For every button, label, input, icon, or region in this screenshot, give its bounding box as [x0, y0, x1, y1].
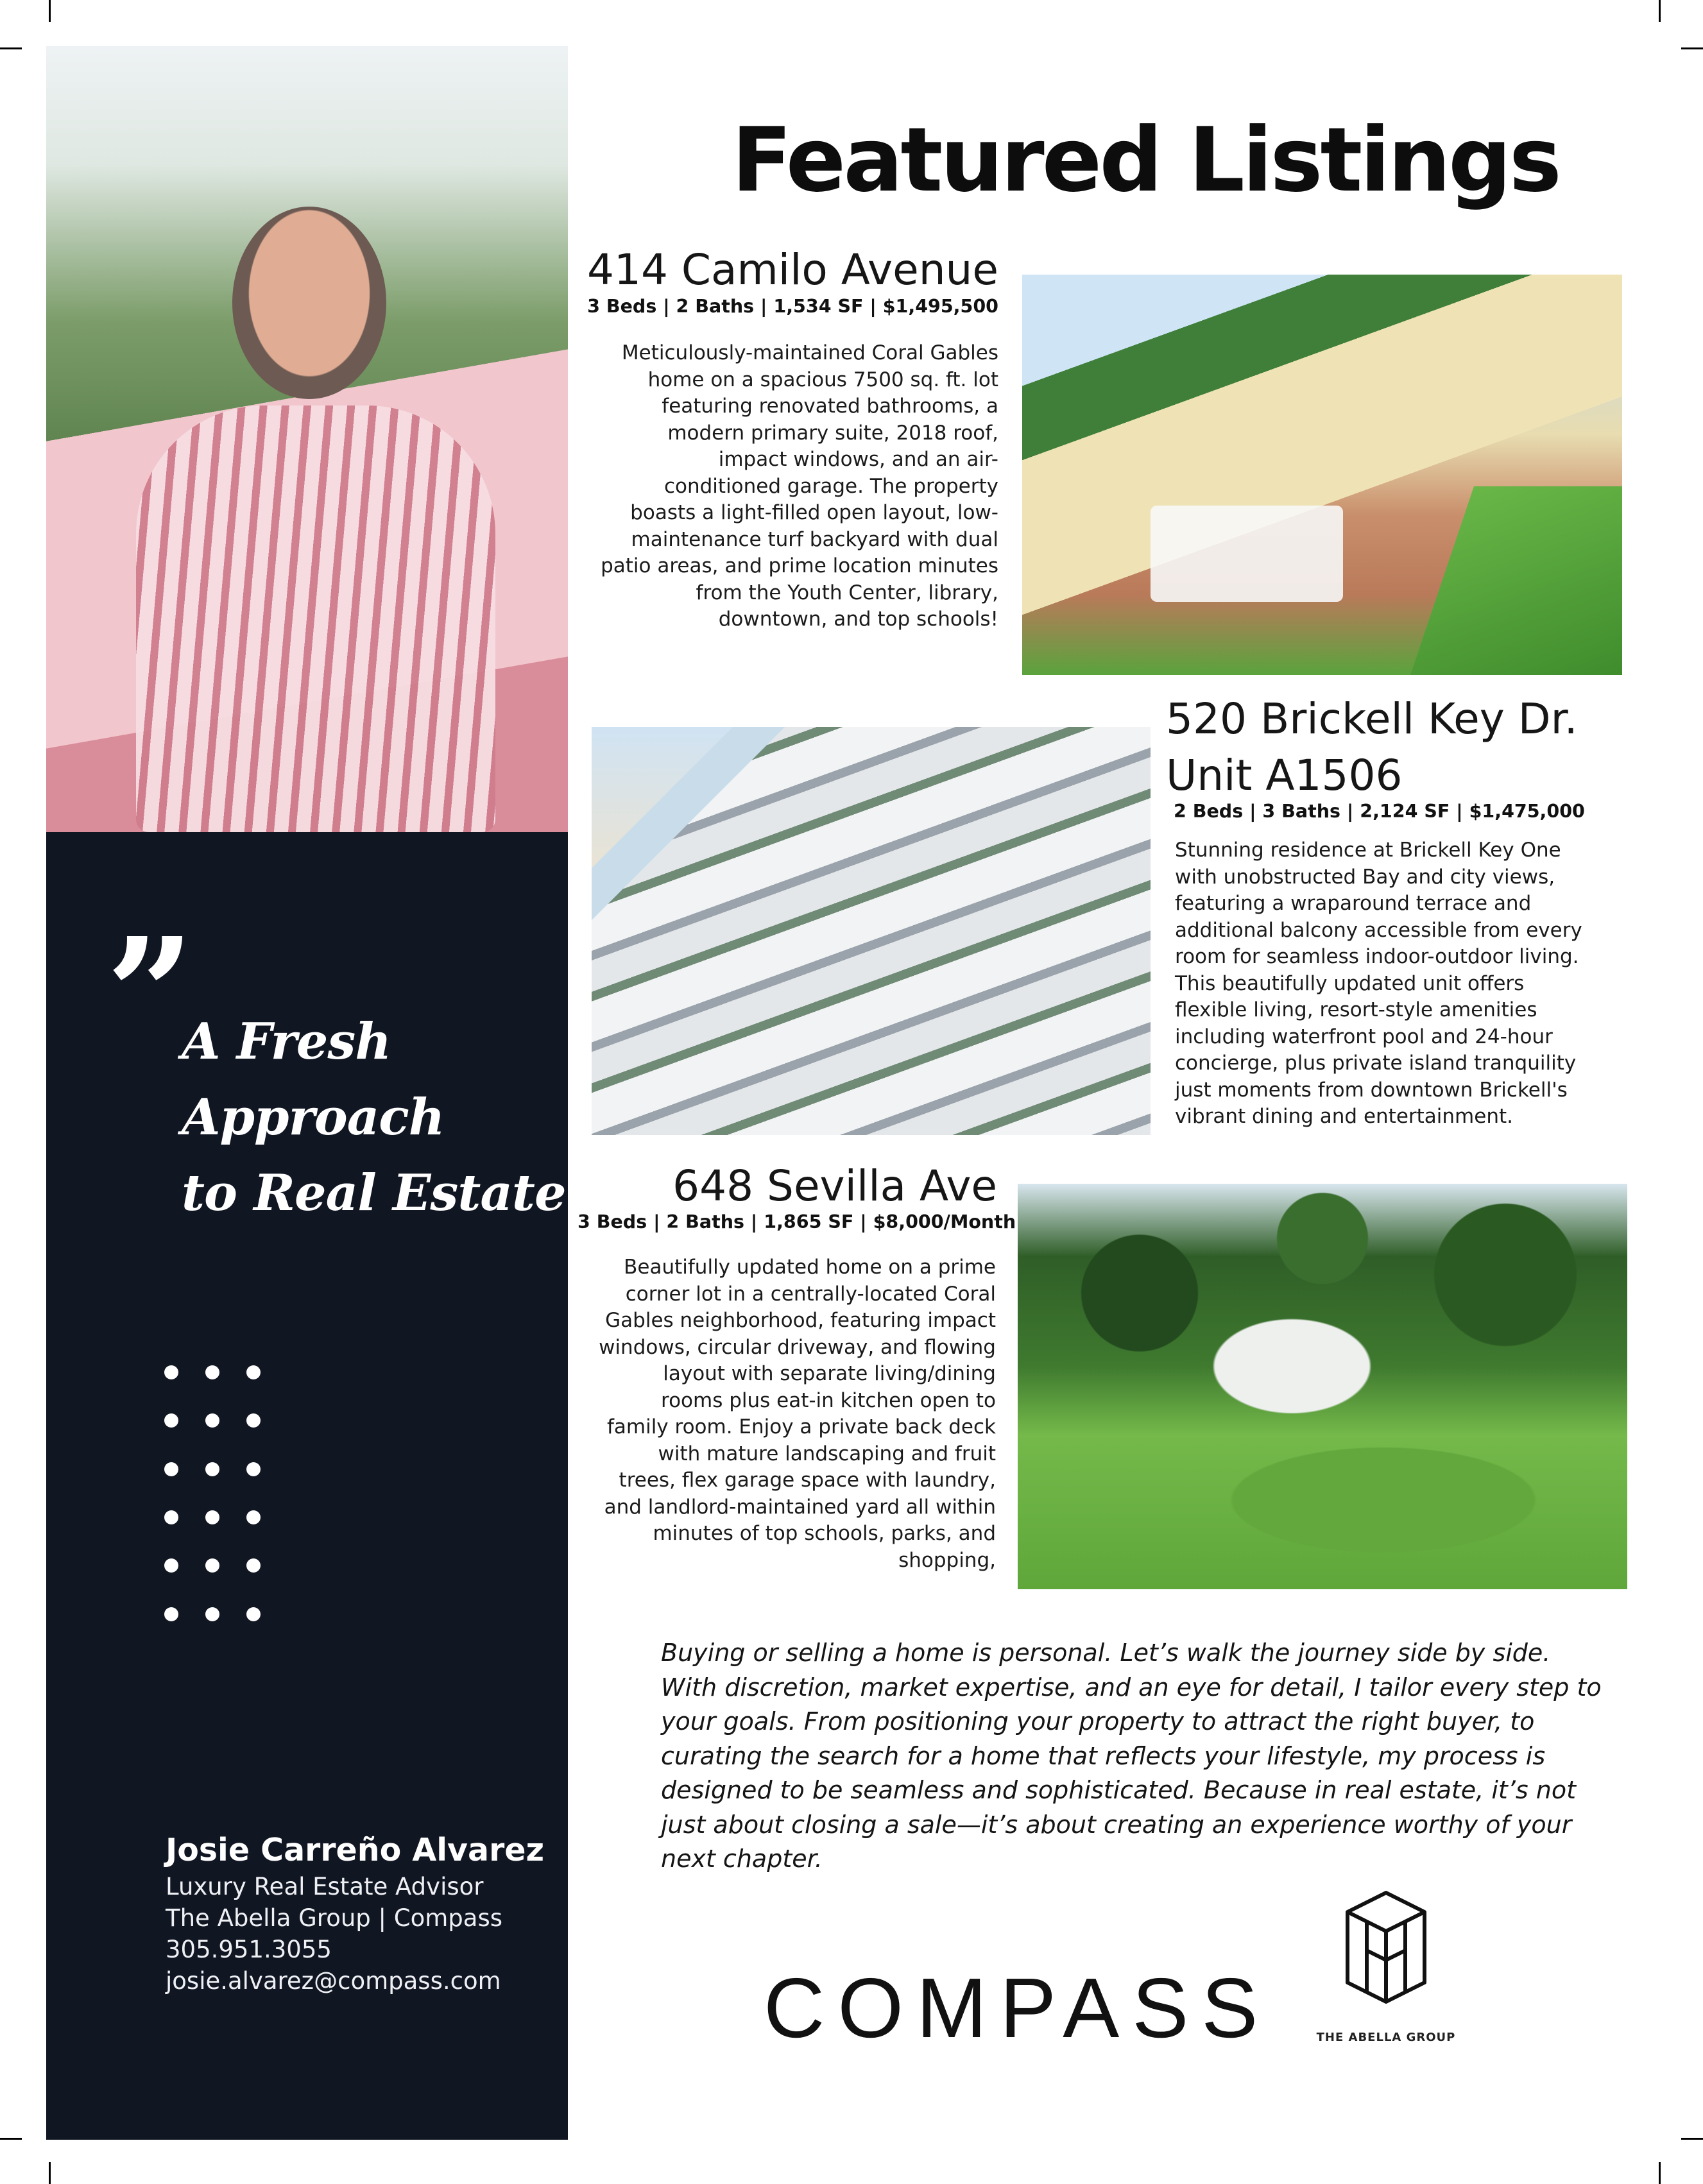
listing-3-specs: 3 Beds | 2 Baths | 1,865 SF | $8,000/Month	[578, 1211, 1016, 1233]
tagline-line: Approach	[182, 1088, 445, 1147]
listing-1-photo	[1022, 275, 1622, 675]
listing-2-photo	[592, 727, 1151, 1135]
crop-mark	[1681, 2138, 1703, 2140]
crop-mark	[0, 2138, 22, 2140]
crop-mark	[0, 47, 22, 49]
listing-2-description: Stunning residence at Brickell Key One with unobstructed Bay and city views, featuring a wraparound terrace and additional balcony accessible from every room for seamless indoor-outdoor living. This beautifully updated unit offers flexible living, resort-style amenities including waterfront pool and 24-hour concierge, plus private island tranquility just moments from downtown Brickell's vibrant dining and entertainment.	[1175, 839, 1582, 1128]
agent-contact	[166, 1830, 551, 1997]
listing-3-photo	[1018, 1184, 1627, 1589]
abella-group-name: THE ABELLA GROUP	[1316, 2031, 1456, 2044]
crop-mark	[49, 2162, 51, 2184]
compass-logo: COMPASS	[764, 1961, 1271, 2055]
tagline-line: to Real Estate	[182, 1164, 566, 1222]
crop-mark	[1659, 0, 1661, 22]
agent-phone[interactable]: 305.951.3055	[166, 1936, 332, 1963]
listing-1-specs: 3 Beds | 2 Baths | 1,534 SF | $1,495,500	[587, 296, 998, 317]
listing-1-address: 414 Camilo Avenue	[586, 245, 998, 294]
agent-email[interactable]: josie.alvarez@compass.com	[166, 1967, 501, 1995]
dot-grid-decoration	[164, 1365, 267, 1622]
agent-name: Josie Carreño Alvarez	[166, 1832, 544, 1868]
agent-photo	[46, 46, 568, 832]
listing-2-address-line-2: Unit A1506	[1166, 751, 1403, 800]
listing-3-address: 648 Sevilla Ave	[672, 1161, 997, 1211]
crop-mark	[49, 0, 51, 22]
quote-mark-icon: ”	[106, 904, 195, 1085]
listing-1-description: Meticulously-maintained Coral Gables home on a spacious 7500 sq. ft. lot featuring renovated bathrooms, a modern primary suite, 2018 roof, impact windows, and an air- conditioned garage. The property boasts a light-filled open layout, low- maintenance turf backyard with dual patio areas, and prime location minutes from the Youth Center, library, downtown, and top schools!	[601, 341, 998, 631]
tagline-line: A Fresh	[182, 1012, 391, 1071]
tagline	[182, 1004, 566, 1231]
closing-paragraph: Buying or selling a home is personal. Let’s walk the journey side by side. With discretion, market expertise, and an eye for detail, I tailor every step to your goals. From positioning your property to attract the right buyer, to curating the search for a home that reflects your lifestyle, my process is designed to be seamless and sophisticated. Because in real estate, it’s not just about closing a sale—it’s about creating an experience worthy of your next chapter.	[661, 1639, 1602, 1873]
agent-role: Luxury Real Estate Advisor	[166, 1873, 484, 1900]
agent-company: The Abella Group | Compass	[166, 1904, 502, 1932]
listing-3-description: Beautifully updated home on a prime corner lot in a centrally-located Coral Gables neighborhood, featuring impact windows, circular driveway, and flowing layout with separate living/dining rooms plus eat-in kitchen open to family room. Enjoy a private back deck with mature landscaping and fruit trees, flex garage space with laundry, and landlord-maintained yard all within minutes of top schools, parks, and shopping,	[599, 1256, 996, 1572]
crop-mark	[1681, 47, 1703, 49]
crop-mark	[1659, 2162, 1661, 2184]
listing-2-address-line-1: 520 Brickell Key Dr.	[1166, 694, 1578, 744]
listing-2-specs: 2 Beds | 3 Baths | 2,124 SF | $1,475,000	[1174, 801, 1585, 822]
abella-group-logo-icon	[1335, 1886, 1437, 2008]
page-title: Featured Listings	[732, 108, 1559, 212]
